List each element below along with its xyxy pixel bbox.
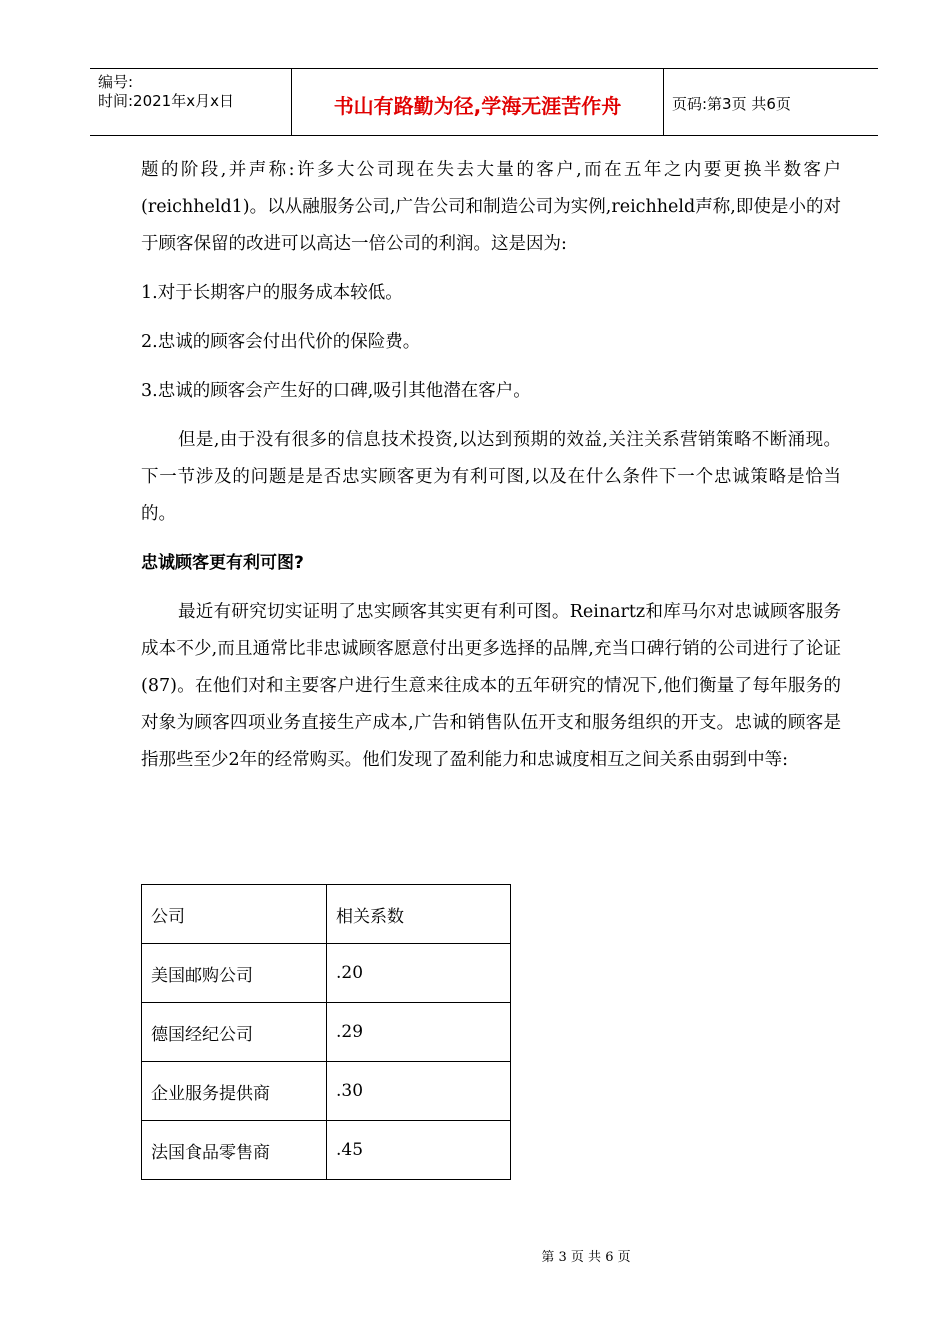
list-item: 2.忠诚的顾客会付出代价的保险费。 — [141, 332, 421, 352]
table-row — [142, 1121, 511, 1180]
table-cell-company: 美国邮购公司 — [142, 944, 327, 1003]
list-item: 1.对于长期客户的服务成本较低。 — [141, 283, 403, 303]
table-header-cell: 公司 — [142, 885, 327, 944]
table-cell-company: 德国经纪公司 — [142, 1003, 327, 1062]
table-row — [142, 1062, 511, 1121]
table-cell-coefficient: .29 — [327, 1003, 511, 1062]
table-header-cell: 相关系数 — [327, 885, 511, 944]
document-number-label: 编号: — [98, 73, 134, 91]
document-body — [141, 152, 841, 779]
table-cell-company: 法国食品零售商 — [142, 1121, 327, 1180]
page-header — [90, 68, 878, 136]
body-paragraph-1: 题的阶段,并声称:许多大公司现在失去大量的客户,而在五年之内要更换半数客户 (reichheld1)。以从融服务公司,广告公司和制造公司为实例,reichheld声称,即使是小的对于顾客保留的改进可以高达一倍公司的利润。这是因为: — [141, 160, 841, 254]
table-cell-coefficient: .45 — [327, 1121, 511, 1180]
page-footer: 第 3 页 共 6 页 — [541, 1250, 631, 1265]
table-header-row — [142, 885, 511, 944]
header-motto: 书山有路勤为径,学海无涯苦作舟 — [291, 69, 664, 135]
table-cell-coefficient: .20 — [327, 944, 511, 1003]
header-meta — [90, 69, 291, 135]
table-row — [142, 944, 511, 1003]
body-paragraph-3: 最近有研究切实证明了忠实顾客其实更有利可图。Reinartz和库马尔对忠诚顾客服务成本不少,而且通常比非忠诚顾客愿意付出更多选择的品牌,充当口碑行销的公司进行了论证(87)。在他们对和主要客户进行生意来往成本的五年研究的情况下,他们衡量了每年服务的对象为顾客四项业务直接生产成本,广告和销售队伍开支和服务组织的开支。忠诚的顾客是指那些至少2年的经常购买。他们发现了盈利能力和忠诚度相互之间关系由弱到中等: — [141, 602, 841, 770]
body-paragraph-2: 但是,由于没有很多的信息技术投资,以达到预期的效益,关注关系营销策略不断涌现。下一节涉及的问题是是否忠实顾客更为有利可图,以及在什么条件下一个忠诚策略是恰当的。 — [141, 430, 841, 524]
document-time-label: 时间:2021年x月x日 — [98, 92, 234, 110]
table-cell-coefficient: .30 — [327, 1062, 511, 1121]
table-row — [142, 1003, 511, 1062]
correlation-table — [141, 884, 511, 1180]
header-page-number: 页码:第3页 共6页 — [672, 94, 791, 113]
section-heading: 忠诚顾客更有利可图? — [141, 553, 304, 573]
list-item: 3.忠诚的顾客会产生好的口碑,吸引其他潜在客户。 — [141, 381, 531, 401]
table-cell-company: 企业服务提供商 — [142, 1062, 327, 1121]
